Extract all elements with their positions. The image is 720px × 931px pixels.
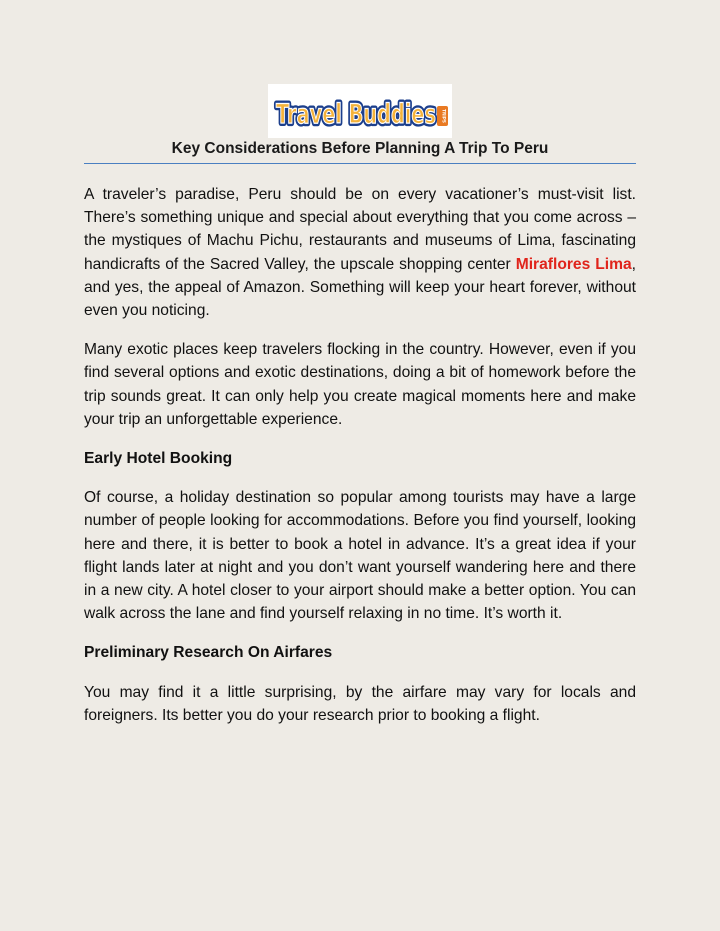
logo-wordmark-outline: Travel Buddies [276,99,436,130]
miraflores-lima-link[interactable]: Miraflores Lima [515,255,632,273]
page-title: Key Considerations Before Planning A Trip To Peru [171,140,549,157]
heading-early-hotel-booking: Early Hotel Booking [84,450,233,468]
paragraph-intro [84,183,636,322]
paragraph-exotic-places: Many exotic places keep travelers flocking in the country. However, even if you find several options and exotic destinations, doing a bit of homework before the trip sounds great. It can only help you create magical moments here and make your trip an unforgettable experience. [84,341,636,428]
logo-graphic [268,84,452,138]
logo-badge-text: TRIPS [441,109,447,123]
paragraph-airfares: You may find it a little surprising, by the airfare may vary for locals and foreigners. Its better you do your research prior to booking a flight. [84,683,636,724]
intro-text-before-link: A traveler’s paradise, Peru should be on every vacationer’s must-visit list. There’s something unique and special about everything that you come across – the mystiques of Machu Pichu, restaurants and museums of Lima, fascinating handicrafts of the Sacred Valley, the upscale shopping center [84,186,636,273]
intro-text-after-link: , and yes, the appeal of Amazon. Something will keep your heart forever, without even you noticing. [84,255,636,320]
logo-wordmark: Travel Buddies [276,99,436,130]
paragraph-hotel-booking: Of course, a holiday destination so popular among tourists may have a large number of people looking for accommodations. Before you find yourself, looking here and there, it is better to book a hotel in advance. It’s a great idea if your flight lands later at night and you don’t want yourself wandering here and there in a new city. A hotel closer to your airport should make a better option. You can walk across the lane and find yourself relaxing in no time. It’s worth it. [84,489,636,623]
title-underline [84,163,636,164]
travel-buddies-logo [268,84,452,138]
article-body [84,183,636,743]
heading-airfares-research: Preliminary Research On Airfares [84,644,333,662]
